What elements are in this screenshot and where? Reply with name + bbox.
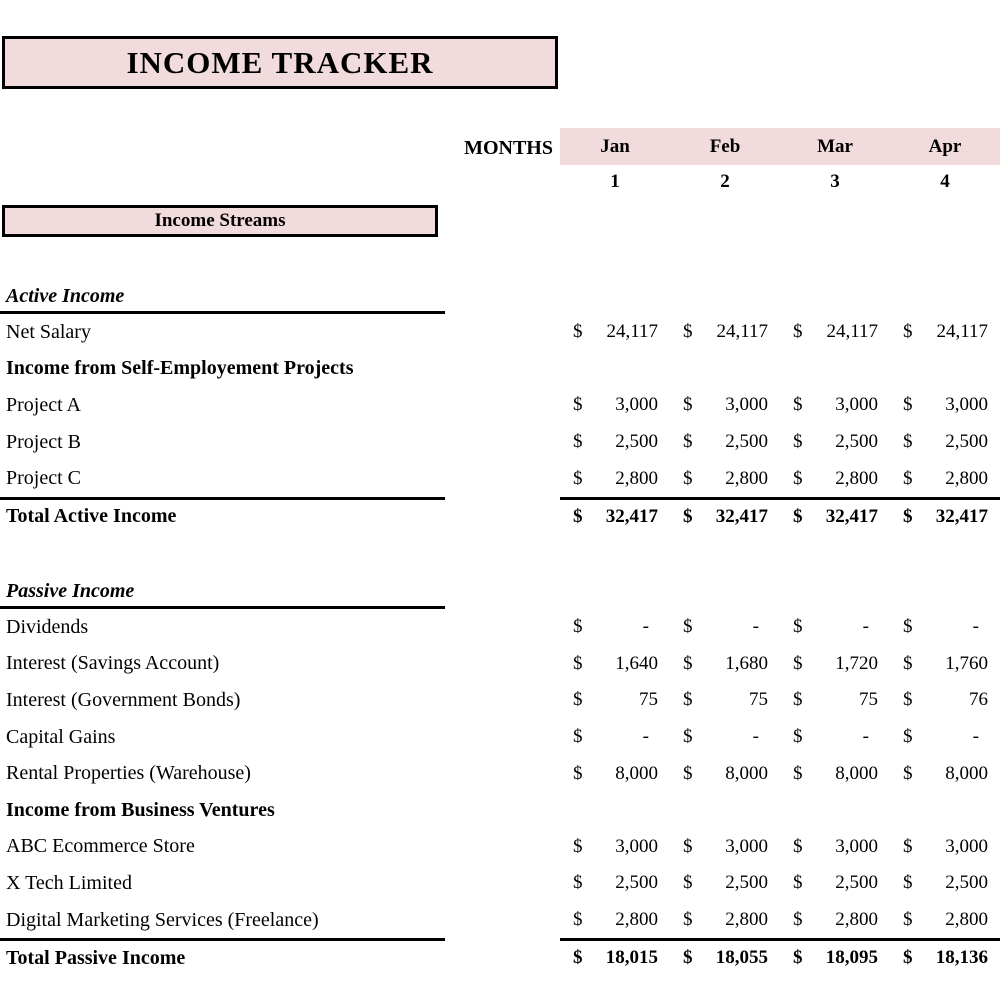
value-cell[interactable] xyxy=(670,609,780,646)
months-label-cell[interactable]: MONTHS xyxy=(464,137,553,159)
table-row xyxy=(0,424,1000,461)
row-label-cell[interactable]: ABC Ecommerce Store xyxy=(6,835,195,858)
amount: 1,760 xyxy=(945,652,988,674)
table-row xyxy=(0,755,1000,792)
amount: - xyxy=(752,726,759,748)
amount: 18,095 xyxy=(825,947,878,969)
currency-symbol: $ xyxy=(903,467,913,489)
value-cell[interactable] xyxy=(890,682,1000,719)
gap-cell xyxy=(445,460,560,497)
value-cell[interactable] xyxy=(780,829,890,866)
value-cell[interactable] xyxy=(780,387,890,424)
currency-symbol: $ xyxy=(573,726,583,748)
table-row xyxy=(0,646,1000,683)
value-cell[interactable] xyxy=(890,497,1000,534)
month-number-cell[interactable]: 3 xyxy=(830,171,840,192)
table-subhead-row xyxy=(0,351,1000,388)
currency-symbol: $ xyxy=(573,652,583,674)
amount: 8,000 xyxy=(615,762,658,784)
currency-symbol: $ xyxy=(573,762,583,784)
value-cell[interactable] xyxy=(670,387,780,424)
currency-symbol: $ xyxy=(903,835,913,857)
total-row xyxy=(0,938,1000,975)
row-label-cell[interactable]: Income from Business Ventures xyxy=(6,798,275,821)
currency-symbol: $ xyxy=(683,505,693,527)
table-row xyxy=(0,865,1000,902)
amount: 2,500 xyxy=(725,872,768,894)
value-cell[interactable] xyxy=(890,387,1000,424)
currency-symbol: $ xyxy=(683,321,693,343)
amount: 2,500 xyxy=(945,872,988,894)
amount: 75 xyxy=(859,689,878,711)
value-cell[interactable] xyxy=(670,646,780,683)
currency-symbol: $ xyxy=(573,431,583,453)
value-cell[interactable] xyxy=(560,387,670,424)
table-row xyxy=(0,902,1000,939)
value-cell[interactable] xyxy=(670,865,780,902)
section-heading[interactable]: Passive Income xyxy=(0,578,445,609)
value-cell[interactable] xyxy=(890,902,1000,939)
value-cell[interactable] xyxy=(890,424,1000,461)
currency-symbol: $ xyxy=(793,467,803,489)
amount: 1,640 xyxy=(615,652,658,674)
gap-cell xyxy=(445,351,560,388)
value-cell[interactable] xyxy=(890,865,1000,902)
amount: 8,000 xyxy=(835,762,878,784)
currency-symbol: $ xyxy=(573,835,583,857)
currency-symbol: $ xyxy=(573,467,583,489)
amount: 3,000 xyxy=(615,394,658,416)
currency-symbol: $ xyxy=(903,321,913,343)
value-cell[interactable] xyxy=(890,719,1000,756)
gap-cell xyxy=(445,792,560,829)
currency-symbol: $ xyxy=(573,616,583,638)
value-cell[interactable] xyxy=(560,314,670,351)
value-cell[interactable] xyxy=(560,829,670,866)
currency-symbol: $ xyxy=(903,505,913,527)
table-row xyxy=(0,387,1000,424)
value-cell[interactable] xyxy=(780,902,890,939)
value-cell[interactable] xyxy=(670,755,780,792)
row-label-cell[interactable]: Total Passive Income xyxy=(0,938,445,975)
value-cell[interactable] xyxy=(670,902,780,939)
amount: 24,117 xyxy=(936,321,988,343)
amount: 3,000 xyxy=(945,835,988,857)
row-label-cell[interactable]: Interest (Savings Account) xyxy=(6,652,220,675)
value-cell[interactable] xyxy=(560,902,670,939)
value-cell[interactable] xyxy=(560,938,670,975)
value-cell[interactable] xyxy=(670,460,780,497)
amount: 1,680 xyxy=(725,652,768,674)
row-label-cell[interactable]: Rental Properties (Warehouse) xyxy=(6,762,251,785)
amount: - xyxy=(752,616,759,638)
currency-symbol: $ xyxy=(903,652,913,674)
value-cell[interactable] xyxy=(780,424,890,461)
amount: 3,000 xyxy=(725,835,768,857)
value-cell[interactable] xyxy=(890,609,1000,646)
currency-symbol: $ xyxy=(793,835,803,857)
amount: 24,117 xyxy=(716,321,768,343)
currency-symbol: $ xyxy=(793,909,803,931)
gap-cell xyxy=(445,609,560,646)
currency-symbol: $ xyxy=(793,947,803,969)
gap-cell xyxy=(445,755,560,792)
currency-symbol: $ xyxy=(573,689,583,711)
currency-symbol: $ xyxy=(573,394,583,416)
value-cell[interactable] xyxy=(890,314,1000,351)
value-cell[interactable] xyxy=(560,609,670,646)
amount: 76 xyxy=(969,689,988,711)
value-cell[interactable] xyxy=(670,829,780,866)
section-rows xyxy=(0,609,1000,975)
gap-cell xyxy=(445,314,560,351)
row-label-cell[interactable]: Project B xyxy=(6,430,81,453)
currency-symbol: $ xyxy=(903,909,913,931)
month-number-cell[interactable]: 4 xyxy=(940,171,950,192)
currency-symbol: $ xyxy=(683,616,693,638)
section-passive-income xyxy=(0,578,1000,975)
amount: 8,000 xyxy=(945,762,988,784)
currency-symbol: $ xyxy=(903,689,913,711)
gap-cell xyxy=(445,646,560,683)
income-streams-label: Income Streams xyxy=(154,210,286,231)
amount: 8,000 xyxy=(725,762,768,784)
amount: 2,800 xyxy=(615,467,658,489)
row-label-cell[interactable]: Total Active Income xyxy=(0,497,445,534)
currency-symbol: $ xyxy=(683,431,693,453)
amount: 75 xyxy=(639,689,658,711)
value-cell[interactable] xyxy=(670,314,780,351)
currency-symbol: $ xyxy=(793,726,803,748)
month-header-mar[interactable]: Mar xyxy=(817,136,853,157)
amount: - xyxy=(972,726,979,748)
value-cell[interactable] xyxy=(890,646,1000,683)
currency-symbol: $ xyxy=(683,689,693,711)
row-label-cell[interactable]: Interest (Government Bonds) xyxy=(6,688,241,711)
income-streams-box[interactable] xyxy=(2,205,438,237)
currency-symbol: $ xyxy=(683,652,693,674)
currency-symbol: $ xyxy=(573,909,583,931)
currency-symbol: $ xyxy=(683,835,693,857)
value-cell[interactable] xyxy=(890,938,1000,975)
amount: 2,800 xyxy=(835,909,878,931)
gap-cell xyxy=(445,719,560,756)
currency-symbol: $ xyxy=(793,505,803,527)
amount: 32,417 xyxy=(825,505,878,527)
amount: 3,000 xyxy=(945,394,988,416)
amount: 32,417 xyxy=(935,505,988,527)
currency-symbol: $ xyxy=(683,909,693,931)
amount: 2,500 xyxy=(945,431,988,453)
row-label-cell[interactable]: Capital Gains xyxy=(6,725,116,748)
row-label-cell[interactable]: Net Salary xyxy=(6,320,91,343)
amount: 2,800 xyxy=(945,467,988,489)
value-cell[interactable] xyxy=(560,460,670,497)
value-cell[interactable] xyxy=(780,719,890,756)
value-cell[interactable] xyxy=(780,682,890,719)
total-row xyxy=(0,497,1000,534)
gap-cell xyxy=(445,829,560,866)
value-cell[interactable] xyxy=(780,755,890,792)
currency-symbol: $ xyxy=(793,689,803,711)
amount: 18,136 xyxy=(935,947,988,969)
value-cell[interactable] xyxy=(890,460,1000,497)
month-header-apr[interactable]: Apr xyxy=(928,136,962,157)
value-cell[interactable] xyxy=(780,609,890,646)
amount: 2,500 xyxy=(615,872,658,894)
amount: - xyxy=(862,726,869,748)
table-row xyxy=(0,719,1000,756)
value-cell[interactable] xyxy=(780,460,890,497)
amount: 2,500 xyxy=(615,431,658,453)
currency-symbol: $ xyxy=(573,505,583,527)
value-cell[interactable] xyxy=(670,424,780,461)
row-label-cell[interactable]: X Tech Limited xyxy=(6,871,132,894)
amount: 2,800 xyxy=(945,909,988,931)
table-subhead-row xyxy=(0,792,1000,829)
currency-symbol: $ xyxy=(793,321,803,343)
amount: 2,800 xyxy=(725,467,768,489)
amount: 1,720 xyxy=(835,652,878,674)
currency-symbol: $ xyxy=(903,872,913,894)
currency-symbol: $ xyxy=(683,467,693,489)
amount: 18,015 xyxy=(605,947,658,969)
value-cell[interactable] xyxy=(780,314,890,351)
amount: 3,000 xyxy=(725,394,768,416)
value-cell[interactable] xyxy=(560,719,670,756)
month-header-feb[interactable]: Feb xyxy=(709,136,741,157)
amount: 2,800 xyxy=(725,909,768,931)
value-cell[interactable] xyxy=(780,646,890,683)
table-row xyxy=(0,460,1000,497)
currency-symbol: $ xyxy=(573,872,583,894)
amount: - xyxy=(642,616,649,638)
table-row xyxy=(0,314,1000,351)
row-label-cell[interactable]: Digital Marketing Services (Freelance) xyxy=(6,908,319,931)
section-active-income xyxy=(0,283,1000,534)
value-cell[interactable] xyxy=(780,938,890,975)
value-cell[interactable] xyxy=(670,938,780,975)
currency-symbol: $ xyxy=(903,431,913,453)
month-number-cell[interactable]: 2 xyxy=(720,171,730,192)
title-box[interactable] xyxy=(2,36,558,89)
month-numbers-row xyxy=(560,166,1000,198)
amount: 32,417 xyxy=(605,505,658,527)
section-rows xyxy=(0,314,1000,534)
value-cell[interactable] xyxy=(890,755,1000,792)
page-title: INCOME TRACKER xyxy=(126,44,434,80)
currency-symbol: $ xyxy=(903,947,913,969)
value-cell[interactable] xyxy=(670,719,780,756)
currency-symbol: $ xyxy=(903,616,913,638)
row-label-cell[interactable]: Project C xyxy=(6,467,81,490)
gap-cell xyxy=(445,902,560,939)
value-cell[interactable] xyxy=(560,424,670,461)
currency-symbol: $ xyxy=(683,726,693,748)
month-header-jan[interactable]: Jan xyxy=(600,136,630,157)
row-label-cell[interactable]: Dividends xyxy=(6,615,89,638)
table-row xyxy=(0,682,1000,719)
currency-symbol: $ xyxy=(903,726,913,748)
value-cell[interactable] xyxy=(780,865,890,902)
currency-symbol: $ xyxy=(793,652,803,674)
currency-symbol: $ xyxy=(903,762,913,784)
row-label-cell[interactable]: Income from Self-Employement Projects xyxy=(6,357,354,380)
amount: 75 xyxy=(749,689,768,711)
amount: 2,500 xyxy=(725,431,768,453)
currency-symbol: $ xyxy=(573,321,583,343)
currency-symbol: $ xyxy=(903,394,913,416)
month-number-cell[interactable]: 1 xyxy=(610,171,620,192)
amount: 2,500 xyxy=(835,431,878,453)
currency-symbol: $ xyxy=(793,762,803,784)
value-cell[interactable] xyxy=(670,497,780,534)
amount: 2,800 xyxy=(615,909,658,931)
currency-symbol: $ xyxy=(793,394,803,416)
value-cell[interactable] xyxy=(560,755,670,792)
currency-symbol: $ xyxy=(793,872,803,894)
value-cell[interactable] xyxy=(560,497,670,534)
amount: 2,800 xyxy=(835,467,878,489)
amount: 24,117 xyxy=(826,321,878,343)
gap-cell xyxy=(445,865,560,902)
amount: 18,055 xyxy=(715,947,768,969)
gap-cell xyxy=(445,497,560,534)
row-label-cell[interactable]: Project A xyxy=(6,393,81,416)
amount: 2,500 xyxy=(835,872,878,894)
currency-symbol: $ xyxy=(793,431,803,453)
currency-symbol: $ xyxy=(793,616,803,638)
amount: 32,417 xyxy=(715,505,768,527)
gap-cell xyxy=(445,682,560,719)
currency-symbol: $ xyxy=(683,947,693,969)
value-cell[interactable] xyxy=(890,829,1000,866)
amount: 24,117 xyxy=(606,321,658,343)
currency-symbol: $ xyxy=(573,947,583,969)
value-cell[interactable] xyxy=(560,865,670,902)
currency-symbol: $ xyxy=(683,762,693,784)
amount: 3,000 xyxy=(835,394,878,416)
amount: 3,000 xyxy=(835,835,878,857)
currency-symbol: $ xyxy=(683,872,693,894)
value-cell[interactable] xyxy=(780,497,890,534)
value-cell[interactable] xyxy=(560,646,670,683)
gap-cell xyxy=(445,424,560,461)
currency-symbol: $ xyxy=(683,394,693,416)
table-row xyxy=(0,609,1000,646)
amount: - xyxy=(972,616,979,638)
amount: 3,000 xyxy=(615,835,658,857)
amount: - xyxy=(862,616,869,638)
gap-cell xyxy=(445,387,560,424)
gap-cell xyxy=(445,938,560,975)
table-row xyxy=(0,829,1000,866)
amount: - xyxy=(642,726,649,748)
section-heading[interactable]: Active Income xyxy=(0,283,445,314)
value-cell[interactable] xyxy=(560,682,670,719)
months-band xyxy=(560,128,1000,165)
value-cell[interactable] xyxy=(670,682,780,719)
